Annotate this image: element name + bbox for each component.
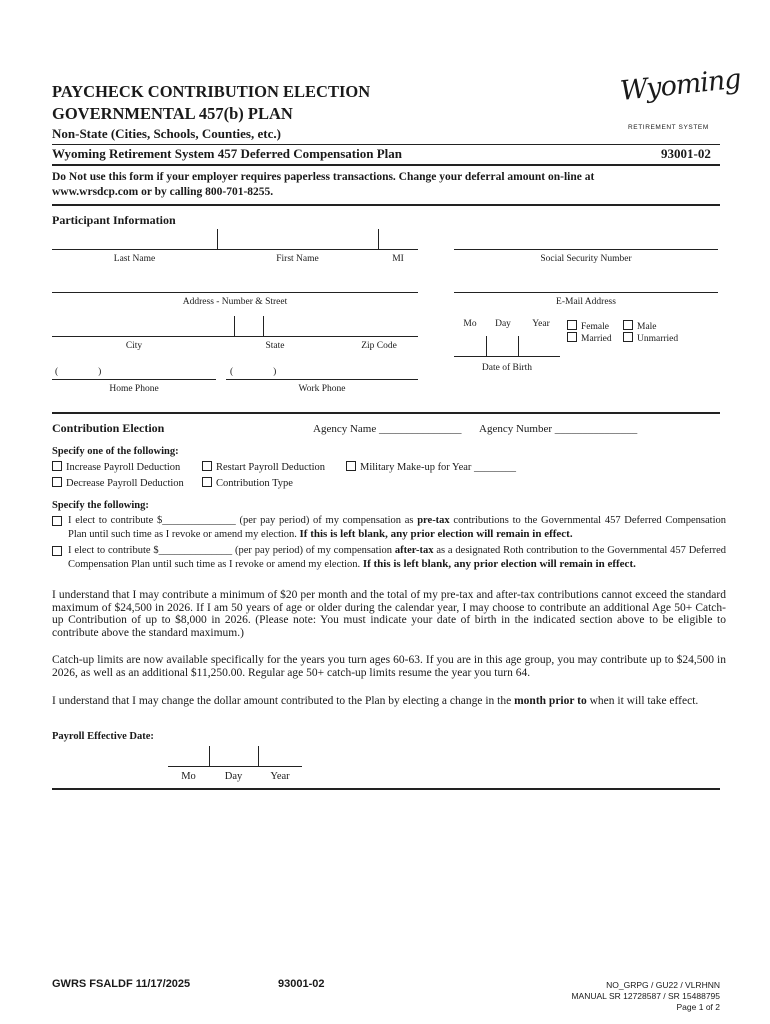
election-heading: Contribution Election [52,421,165,435]
state-label: State [265,341,285,351]
contribution-limits-paragraph: I understand that I may contribute a minimum of $20 per month and the total of my pre-tax and after-tax contributions cannot exceed the standard maximum of $24,500 in 2026. If I am 50 years of age or older during the calendar year, I may choose to contribute an additional Age 50+ Catch-up Contribution of up to $8,000 in 2026. (Please note: You must indicate your date of birth in the indicated section above to be eligible to contribute above the standard maximum.) [52,589,726,639]
dob-day-label: Day [495,319,511,329]
work-phone-paren: ( ) [230,367,277,377]
city-state-zip-line[interactable] [52,336,418,337]
payroll-date-field[interactable] [168,766,302,767]
male-checkbox[interactable]: Male [623,320,657,332]
footer-form-id: GWRS FSALDF 11/17/2025 [52,978,191,990]
form-title: PAYCHECK CONTRIBUTION ELECTION [52,82,371,101]
pretax-checkbox[interactable] [52,516,66,528]
aftertax-checkbox[interactable] [52,546,66,558]
form-number: 93001-02 [661,146,711,161]
ssn-field[interactable] [454,249,718,250]
section-divider [52,788,720,790]
email-field[interactable] [454,292,718,293]
payroll-effective-heading: Payroll Effective Date: [52,731,154,742]
increase-option[interactable]: Increase Payroll Deduction [52,461,180,473]
dob-mo-label: Mo [463,319,477,329]
ssn-label: Social Security Number [540,254,632,264]
military-option[interactable]: Military Make-up for Year ________ [346,461,516,473]
home-phone-field[interactable] [52,379,216,380]
agency-number-field[interactable]: Agency Number _______________ [479,423,638,435]
dob-field[interactable] [454,356,560,357]
checkbox-icon [623,320,633,330]
form-subtitle: GOVERNMENTAL 457(b) PLAN [52,104,293,123]
payroll-year-label: Year [270,771,290,782]
unmarried-checkbox[interactable]: Unmarried [623,332,678,344]
email-label: E-Mail Address [556,297,616,307]
city-label: City [125,341,143,351]
female-checkbox[interactable]: Female [567,320,609,332]
checkbox-icon [202,477,212,487]
payroll-date-divider [209,746,210,766]
plan-scope: Non-State (Cities, Schools, Counties, etc.) [52,126,281,141]
change-paragraph: I understand that I may change the dollar amount contributed to the Plan by electing a change in the month prior to when it will take effect. [52,695,699,707]
first-name-label: First Name [276,254,319,264]
checkbox-icon [567,320,577,330]
plan-name: Wyoming Retirement System 457 Deferred Compensation Plan [52,146,402,161]
checkbox-icon [52,477,62,487]
married-checkbox[interactable]: Married [567,332,612,344]
work-phone-field[interactable] [226,379,418,380]
payroll-mo-label: Mo [181,771,196,782]
address-label: Address - Number & Street [182,297,288,307]
zip-label: Zip Code [361,341,397,351]
pretax-election: I elect to contribute $______________ (per pay period) of my compensation as pre-tax contributions to the Governmental 457 Deferred Compensation Plan until such time as I revoke or amend my election. If this is left blank, any prior election will remain in effect. [68,515,727,540]
footer-form-number: 93001-02 [278,978,325,990]
state-divider [263,316,264,336]
home-phone-label: Home Phone [109,384,159,394]
checkbox-icon [567,332,577,342]
header-divider-thick [52,164,720,166]
checkbox-icon [202,461,212,471]
specify-following-label: Specify the following: [52,500,149,511]
wyoming-logo: Wyoming RETIREMENT SYSTEM [618,63,742,131]
payroll-day-label: Day [224,771,243,782]
agency-name-field[interactable]: Agency Name _______________ [313,423,462,435]
address-field[interactable] [52,292,418,293]
dob-year-label: Year [532,319,550,329]
name-line[interactable] [52,249,418,250]
catch-up-paragraph: Catch-up limits are now available specifically for the years you turn ages 60-63. If you are in this age group, you may contribute up to $24,500 in 2026, as well as an additional $11,250.00. Regular age 50+ catch-up limits resume the year you turn 64. [52,654,726,679]
checkbox-icon [52,546,62,556]
specify-one-label: Specify one of the following: [52,446,179,457]
payroll-date-divider [258,746,259,766]
decrease-option[interactable]: Decrease Payroll Deduction [52,477,184,489]
name-divider [217,229,218,249]
name-divider [378,229,379,249]
checkbox-icon [346,461,356,471]
work-phone-label: Work Phone [298,384,346,394]
checkbox-icon [623,332,633,342]
city-divider [234,316,235,336]
footer-codes: NO_GRPG / GU22 / VLRHNN MANUAL SR 12728587 / SR 15488795 Page 1 of 2 [571,980,720,1012]
notice-divider [52,204,720,206]
dob-label: Date of Birth [481,363,533,373]
dob-divider [486,336,487,356]
last-name-label: Last Name [113,254,156,264]
checkbox-icon [52,516,62,526]
mi-label: MI [392,254,404,264]
home-phone-paren: ( ) [55,367,102,377]
aftertax-election: I elect to contribute $______________ (per pay period) of my compensation after-tax as a designated Roth contribution to the Governmental 457 Deferred Compensation Plan until such time as I revoke or amend my election. If this is left blank, any prior election will remain in effect. [68,545,726,570]
header-divider [52,144,720,145]
paperless-notice: Do Not use this form if your employer requires paperless transactions. Change your deferral amount on-line at www.wrsdcp.com or by calling 800-701-8255. [52,171,595,198]
participant-heading: Participant Information [52,213,176,227]
section-divider [52,412,720,414]
checkbox-icon [52,461,62,471]
dob-divider [518,336,519,356]
contribution-type-option[interactable]: Contribution Type [202,477,293,489]
restart-option[interactable]: Restart Payroll Deduction [202,461,325,473]
